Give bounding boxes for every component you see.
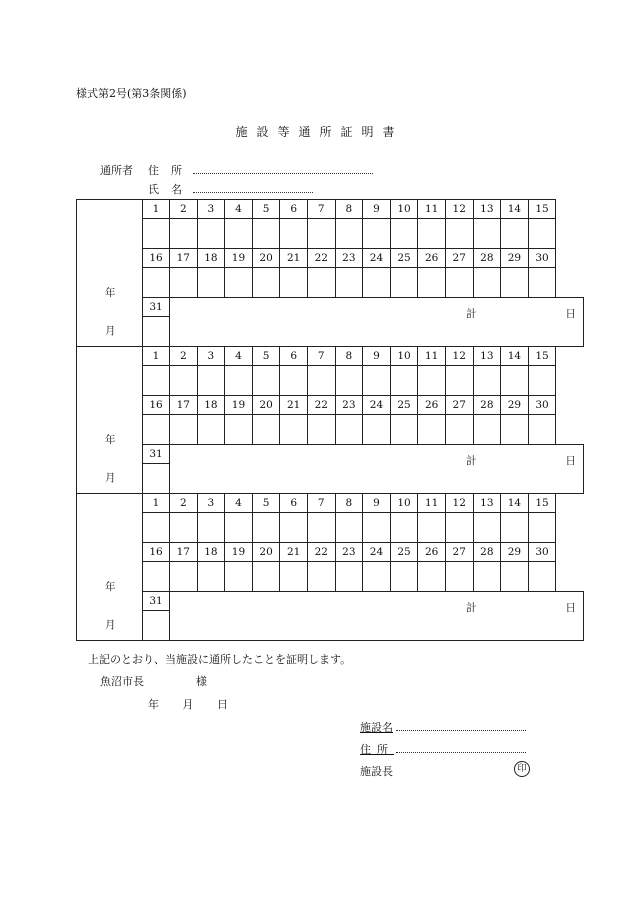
table-row	[77, 249, 584, 268]
day-number: 17	[170, 396, 198, 415]
attendance-mark-cell[interactable]	[170, 562, 198, 592]
day-number: 31	[143, 445, 170, 464]
attendance-mark-cell[interactable]	[143, 513, 170, 543]
attendance-mark-cell[interactable]	[445, 268, 473, 298]
day-number: 13	[473, 200, 501, 219]
table-row	[77, 200, 584, 219]
day-number: 6	[280, 200, 308, 219]
applicant-name-field[interactable]	[193, 191, 313, 193]
table-row	[77, 268, 584, 298]
day-number: 30	[528, 543, 556, 562]
attendance-mark-cell[interactable]	[445, 513, 473, 543]
attendance-mark-cell[interactable]	[418, 366, 446, 396]
attendance-mark-cell[interactable]	[473, 268, 501, 298]
date-year-label: 年	[148, 698, 159, 711]
total-label: 計	[466, 308, 477, 320]
day-number: 16	[143, 249, 170, 268]
attendance-mark-cell[interactable]	[170, 513, 198, 543]
attendance-mark-cell[interactable]	[473, 562, 501, 592]
day-number: 30	[528, 249, 556, 268]
day-number: 20	[252, 396, 280, 415]
attendance-mark-cell[interactable]	[225, 562, 253, 592]
attendance-mark-cell[interactable]	[225, 366, 253, 396]
day-number: 4	[225, 347, 253, 366]
attendance-mark-cell[interactable]	[280, 415, 308, 445]
attendance-mark-cell[interactable]	[252, 562, 280, 592]
monthly-total-cell[interactable]	[170, 298, 584, 347]
month-label: 月	[105, 472, 116, 484]
day-number: 10	[390, 494, 418, 513]
attendance-mark-cell[interactable]	[280, 268, 308, 298]
monthly-total-cell[interactable]	[170, 592, 584, 641]
day-number: 28	[473, 396, 501, 415]
month-label: 月	[105, 325, 116, 337]
attendance-mark-cell[interactable]	[307, 219, 335, 249]
attendance-mark-cell[interactable]	[445, 219, 473, 249]
attendance-mark-cell[interactable]	[418, 562, 446, 592]
applicant-address-field[interactable]	[193, 172, 373, 174]
attendance-mark-cell[interactable]	[390, 366, 418, 396]
day-number: 26	[418, 543, 446, 562]
day-number: 31	[143, 298, 170, 317]
day-number: 16	[143, 396, 170, 415]
year-label: 年	[105, 581, 116, 593]
facility-name-field[interactable]	[396, 729, 526, 731]
attendance-mark-cell[interactable]	[143, 268, 170, 298]
day-number: 11	[418, 200, 446, 219]
day-number: 29	[501, 396, 529, 415]
day-number: 23	[335, 249, 363, 268]
day-number: 2	[170, 494, 198, 513]
attendance-mark-cell[interactable]	[528, 268, 556, 298]
attendance-mark-cell[interactable]	[390, 268, 418, 298]
attendance-mark-cell[interactable]	[252, 415, 280, 445]
attendance-mark-cell[interactable]	[307, 366, 335, 396]
days-unit-label: 日	[565, 602, 576, 614]
day-number: 14	[501, 347, 529, 366]
attendance-mark-cell[interactable]	[197, 268, 225, 298]
day-number: 2	[170, 200, 198, 219]
day-number: 10	[390, 200, 418, 219]
day-number: 5	[252, 200, 280, 219]
attendance-mark-cell[interactable]	[528, 513, 556, 543]
attendance-mark-cell[interactable]	[473, 415, 501, 445]
attendance-mark-cell[interactable]	[170, 268, 198, 298]
day-number: 18	[197, 249, 225, 268]
day-number: 16	[143, 543, 170, 562]
attendance-mark-cell[interactable]	[143, 317, 170, 347]
attendance-mark-cell[interactable]	[197, 366, 225, 396]
day-number: 3	[197, 494, 225, 513]
day-number: 17	[170, 543, 198, 562]
day-number: 22	[307, 396, 335, 415]
day-number: 21	[280, 543, 308, 562]
day-number: 5	[252, 347, 280, 366]
date-day-label: 日	[217, 698, 228, 711]
table-row	[77, 543, 584, 562]
attendance-mark-cell[interactable]	[363, 366, 391, 396]
day-number: 29	[501, 543, 529, 562]
day-number: 4	[225, 200, 253, 219]
recipient-name: 魚沼市長	[100, 675, 144, 688]
attendance-mark-cell[interactable]	[225, 219, 253, 249]
attendance-mark-cell[interactable]	[445, 415, 473, 445]
day-number: 7	[307, 347, 335, 366]
monthly-total-cell[interactable]	[170, 445, 584, 494]
day-number: 9	[363, 347, 391, 366]
day-number: 30	[528, 396, 556, 415]
attendance-mark-cell[interactable]	[335, 415, 363, 445]
attendance-table	[76, 199, 584, 641]
day-number: 1	[143, 494, 170, 513]
attendance-mark-cell[interactable]	[252, 219, 280, 249]
day-number: 19	[225, 396, 253, 415]
attendance-mark-cell[interactable]	[473, 219, 501, 249]
attendance-mark-cell[interactable]	[197, 219, 225, 249]
attendance-mark-cell[interactable]	[528, 219, 556, 249]
attendance-mark-cell[interactable]	[445, 562, 473, 592]
attendance-mark-cell[interactable]	[390, 415, 418, 445]
table-row	[77, 592, 584, 611]
attendance-mark-cell[interactable]	[197, 562, 225, 592]
attendance-mark-cell[interactable]	[307, 415, 335, 445]
attendance-mark-cell[interactable]	[501, 366, 529, 396]
day-number: 17	[170, 249, 198, 268]
attendance-mark-cell[interactable]	[363, 268, 391, 298]
day-number: 27	[445, 249, 473, 268]
day-number: 22	[307, 249, 335, 268]
attendance-mark-cell[interactable]	[528, 415, 556, 445]
attendance-mark-cell[interactable]	[335, 562, 363, 592]
attendance-mark-cell[interactable]	[335, 366, 363, 396]
attendance-mark-cell[interactable]	[170, 366, 198, 396]
day-number: 2	[170, 347, 198, 366]
day-number: 24	[363, 396, 391, 415]
attendance-mark-cell[interactable]	[143, 611, 170, 641]
day-number: 8	[335, 494, 363, 513]
applicant-address-label: 住所	[148, 164, 194, 177]
facility-name-label: 施設名	[360, 721, 393, 734]
day-number: 6	[280, 347, 308, 366]
form-number-label: 様式第2号(第3条関係)	[76, 87, 187, 100]
attendance-mark-cell[interactable]	[501, 513, 529, 543]
attendance-mark-cell[interactable]	[418, 268, 446, 298]
attendance-mark-cell[interactable]	[280, 366, 308, 396]
attendance-mark-cell[interactable]	[528, 366, 556, 396]
year-label: 年	[105, 287, 116, 299]
day-number: 3	[197, 200, 225, 219]
attendance-mark-cell[interactable]	[307, 562, 335, 592]
day-number: 13	[473, 347, 501, 366]
day-number: 19	[225, 249, 253, 268]
attendance-mark-cell[interactable]	[335, 513, 363, 543]
attendance-mark-cell[interactable]	[418, 415, 446, 445]
day-number: 7	[307, 200, 335, 219]
day-number: 21	[280, 249, 308, 268]
attendance-mark-cell[interactable]	[252, 513, 280, 543]
attendance-mark-cell[interactable]	[418, 219, 446, 249]
attendance-mark-cell[interactable]	[143, 219, 170, 249]
day-number: 3	[197, 347, 225, 366]
day-number: 23	[335, 543, 363, 562]
day-number: 9	[363, 494, 391, 513]
attendance-mark-cell[interactable]	[418, 513, 446, 543]
day-number: 14	[501, 494, 529, 513]
day-number: 20	[252, 543, 280, 562]
attendance-mark-cell[interactable]	[501, 219, 529, 249]
days-unit-label: 日	[565, 308, 576, 320]
attendance-mark-cell[interactable]	[501, 415, 529, 445]
day-number: 28	[473, 249, 501, 268]
table-row	[77, 298, 584, 317]
attendance-mark-cell[interactable]	[501, 268, 529, 298]
day-number: 24	[363, 249, 391, 268]
day-number: 18	[197, 396, 225, 415]
table-row	[77, 366, 584, 396]
attendance-mark-cell[interactable]	[528, 562, 556, 592]
day-number: 15	[528, 347, 556, 366]
date-month-label: 月	[182, 698, 194, 711]
day-number: 25	[390, 543, 418, 562]
day-number: 25	[390, 396, 418, 415]
seal-icon: 印	[514, 761, 530, 777]
attendance-mark-cell[interactable]	[252, 366, 280, 396]
table-row	[77, 415, 584, 445]
attendance-mark-cell[interactable]	[390, 513, 418, 543]
day-number: 7	[307, 494, 335, 513]
attendance-mark-cell[interactable]	[252, 268, 280, 298]
year-month-cell[interactable]	[77, 200, 143, 347]
attendance-mark-cell[interactable]	[363, 562, 391, 592]
attendance-mark-cell[interactable]	[197, 513, 225, 543]
attendance-mark-cell[interactable]	[363, 219, 391, 249]
attendance-mark-cell[interactable]	[363, 513, 391, 543]
day-number: 8	[335, 347, 363, 366]
attendance-mark-cell[interactable]	[473, 366, 501, 396]
facility-address-field[interactable]	[396, 751, 526, 753]
day-number: 25	[390, 249, 418, 268]
day-number: 11	[418, 347, 446, 366]
day-number: 15	[528, 494, 556, 513]
table-row	[77, 347, 584, 366]
day-number: 27	[445, 396, 473, 415]
attendance-mark-cell[interactable]	[143, 415, 170, 445]
day-number: 14	[501, 200, 529, 219]
year-month-cell[interactable]	[77, 494, 143, 641]
recipient-honorific: 様	[196, 675, 207, 688]
table-row	[77, 513, 584, 543]
day-number: 10	[390, 347, 418, 366]
table-row	[77, 494, 584, 513]
facility-address-label: 住所	[360, 743, 394, 756]
day-number: 23	[335, 396, 363, 415]
days-unit-label: 日	[565, 455, 576, 467]
day-number: 31	[143, 592, 170, 611]
day-number: 4	[225, 494, 253, 513]
day-number: 26	[418, 396, 446, 415]
day-number: 5	[252, 494, 280, 513]
day-number: 28	[473, 543, 501, 562]
attendance-mark-cell[interactable]	[445, 366, 473, 396]
month-label: 月	[105, 619, 116, 631]
day-number: 21	[280, 396, 308, 415]
day-number: 19	[225, 543, 253, 562]
attendance-mark-cell[interactable]	[143, 366, 170, 396]
year-month-cell[interactable]	[77, 347, 143, 494]
table-row	[77, 219, 584, 249]
attendance-mark-cell[interactable]	[225, 513, 253, 543]
attendance-mark-cell[interactable]	[143, 562, 170, 592]
day-number: 27	[445, 543, 473, 562]
day-number: 1	[143, 347, 170, 366]
total-label: 計	[466, 455, 477, 467]
attendance-mark-cell[interactable]	[197, 415, 225, 445]
attendance-mark-cell[interactable]	[335, 219, 363, 249]
day-number: 11	[418, 494, 446, 513]
attendance-mark-cell[interactable]	[280, 219, 308, 249]
attendance-mark-cell[interactable]	[170, 219, 198, 249]
attendance-mark-cell[interactable]	[390, 219, 418, 249]
table-row	[77, 562, 584, 592]
total-label: 計	[466, 602, 477, 614]
day-number: 29	[501, 249, 529, 268]
attendance-mark-cell[interactable]	[170, 415, 198, 445]
table-row	[77, 396, 584, 415]
attendance-mark-cell[interactable]	[473, 513, 501, 543]
day-number: 18	[197, 543, 225, 562]
day-number: 6	[280, 494, 308, 513]
attendance-mark-cell[interactable]	[225, 415, 253, 445]
issue-date[interactable]	[148, 696, 248, 712]
day-number: 12	[445, 494, 473, 513]
certification-statement: 上記のとおり、当施設に通所したことを証明します。	[88, 653, 352, 666]
day-number: 26	[418, 249, 446, 268]
attendance-mark-cell[interactable]	[143, 464, 170, 494]
day-number: 12	[445, 347, 473, 366]
day-number: 13	[473, 494, 501, 513]
year-label: 年	[105, 434, 116, 446]
day-number: 1	[143, 200, 170, 219]
attendance-mark-cell[interactable]	[335, 268, 363, 298]
applicant-name-label: 氏名	[148, 183, 194, 196]
table-row	[77, 445, 584, 464]
attendance-mark-cell[interactable]	[307, 268, 335, 298]
attendance-mark-cell[interactable]	[390, 562, 418, 592]
attendance-mark-cell[interactable]	[280, 562, 308, 592]
day-number: 15	[528, 200, 556, 219]
attendance-mark-cell[interactable]	[225, 268, 253, 298]
day-number: 9	[363, 200, 391, 219]
day-number: 12	[445, 200, 473, 219]
attendance-mark-cell[interactable]	[280, 513, 308, 543]
attendance-mark-cell[interactable]	[501, 562, 529, 592]
day-number: 20	[252, 249, 280, 268]
attendance-mark-cell[interactable]	[307, 513, 335, 543]
attendance-mark-cell[interactable]	[363, 415, 391, 445]
day-number: 8	[335, 200, 363, 219]
commuter-label: 通所者	[100, 164, 133, 177]
document-title: 施設等通所証明書	[235, 125, 404, 139]
day-number: 24	[363, 543, 391, 562]
facility-director-label: 施設長	[360, 765, 393, 778]
day-number: 22	[307, 543, 335, 562]
